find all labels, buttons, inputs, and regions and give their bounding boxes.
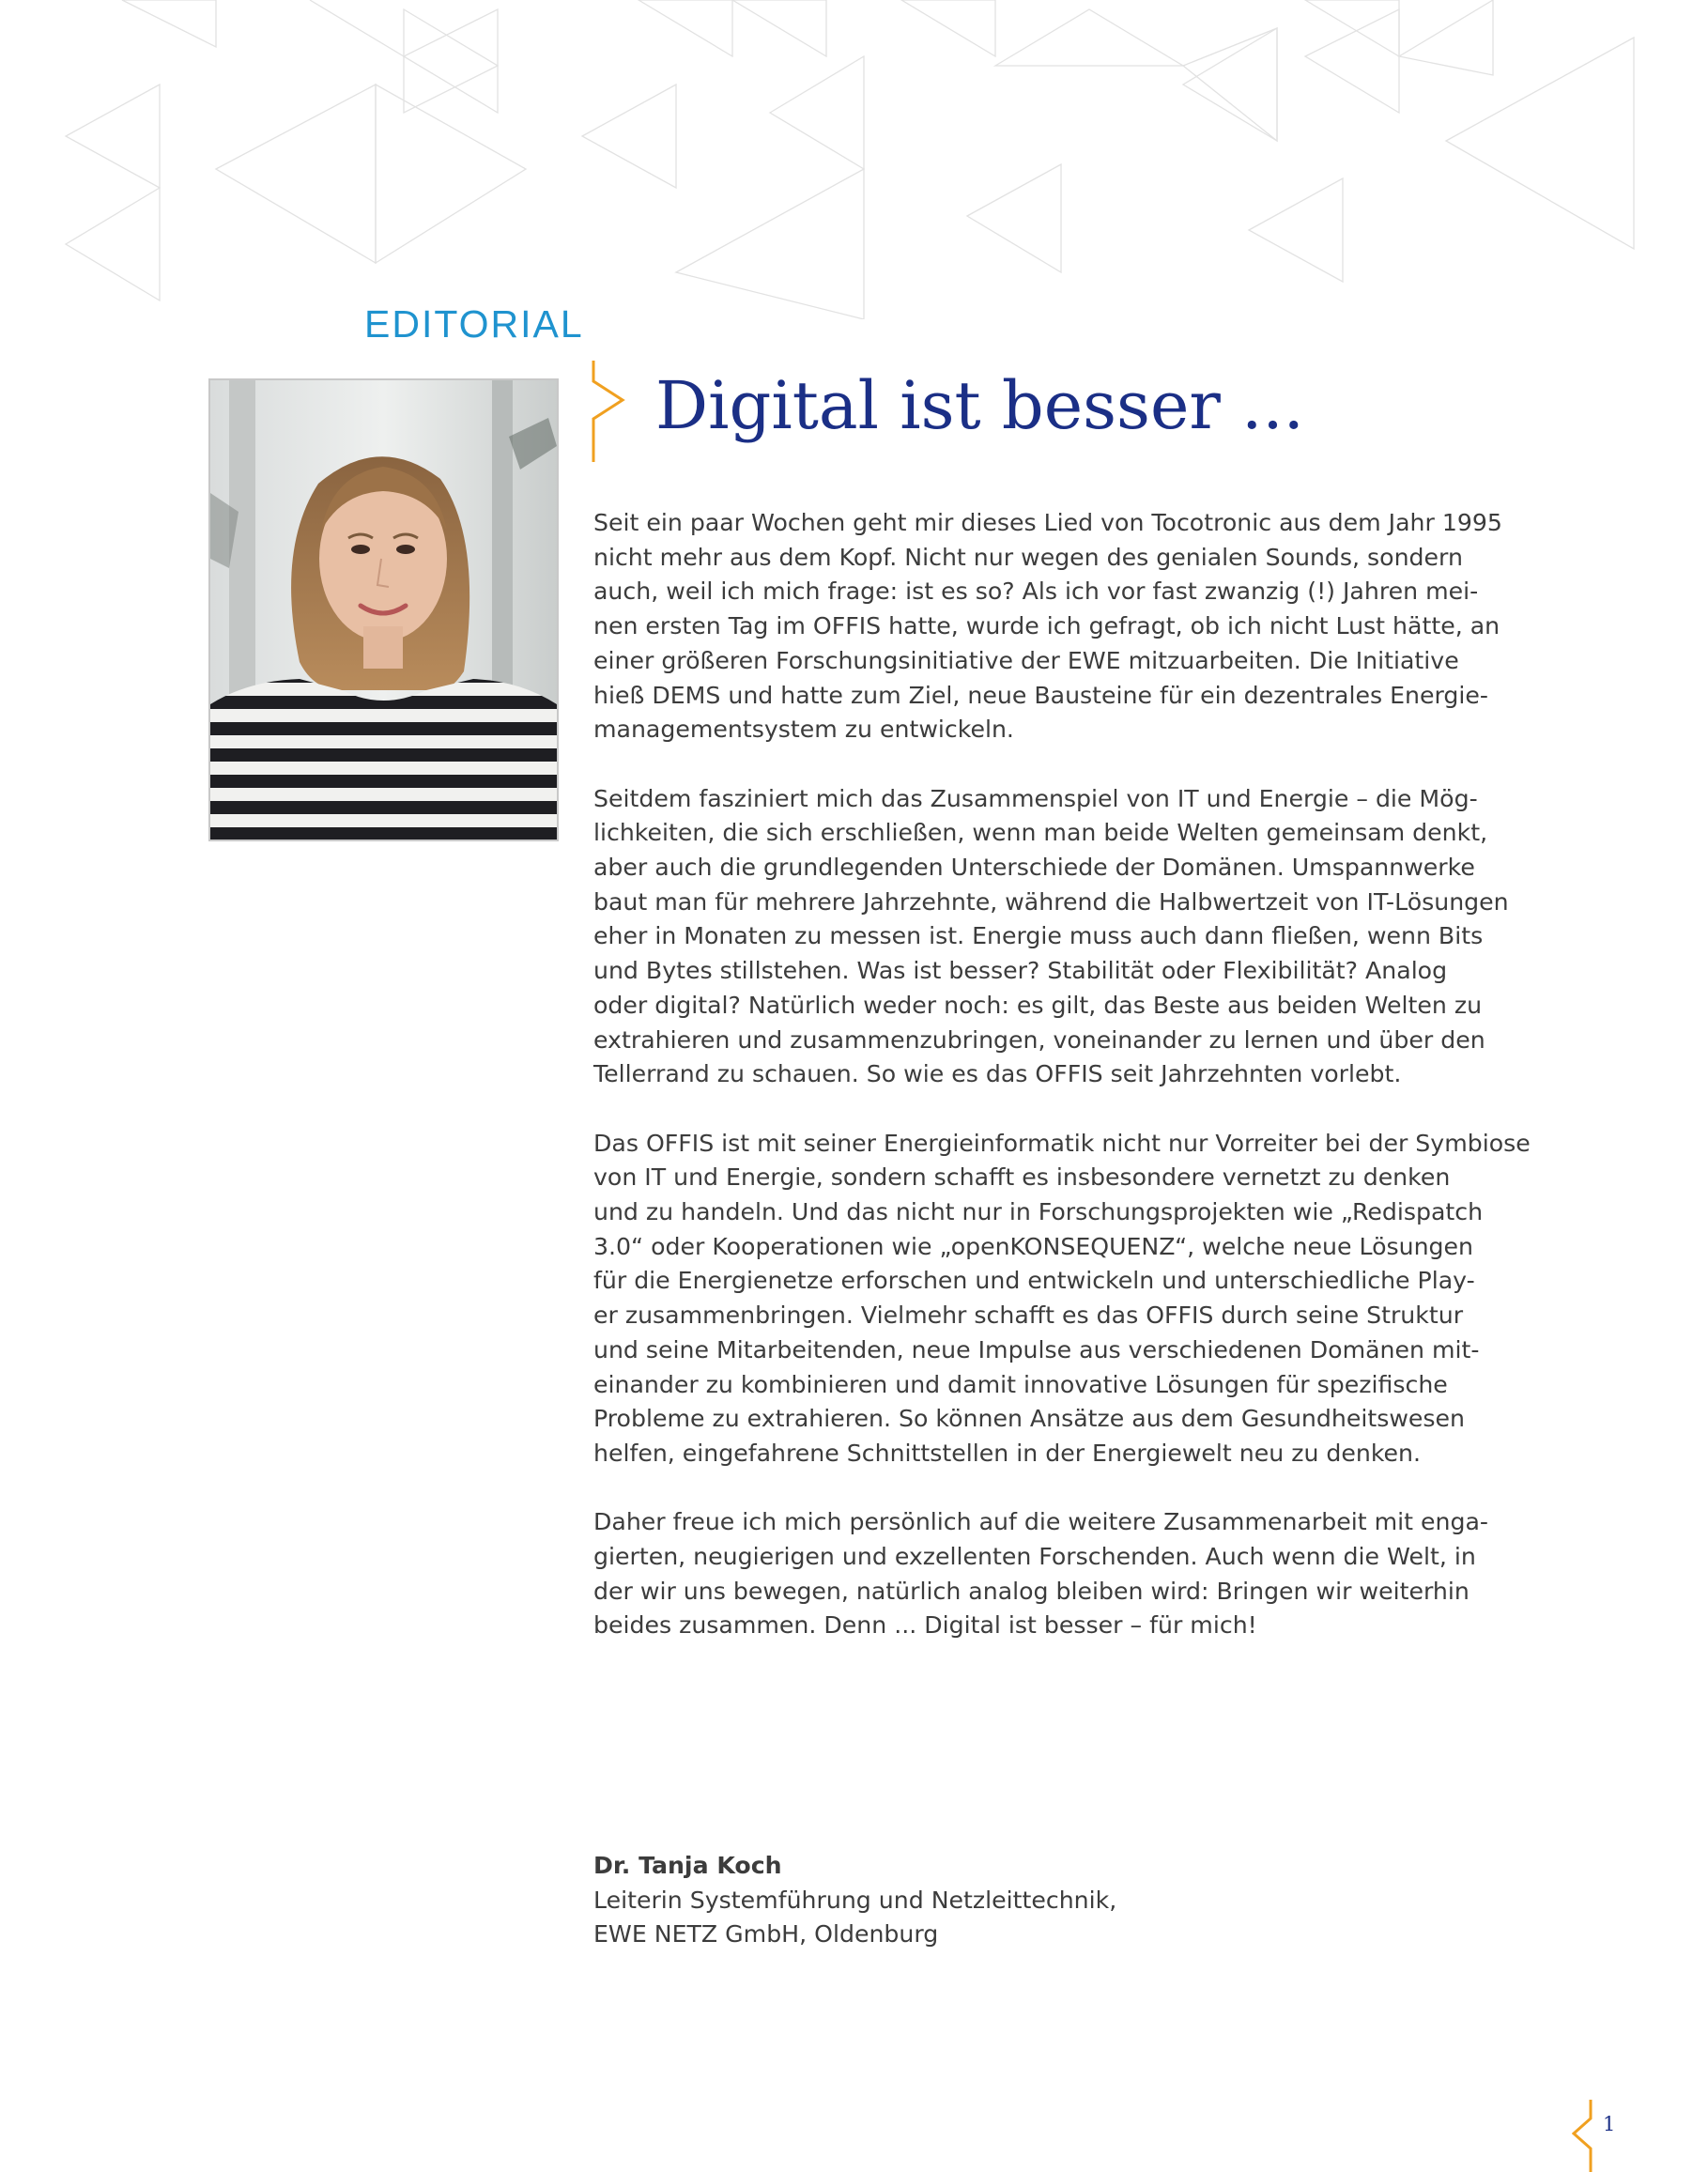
text-line: nicht mehr aus dem Kopf. Nicht nur wegen des genialen Sounds, sondern	[593, 543, 1463, 571]
author-signature	[593, 1849, 1116, 1952]
text-line: eher in Monaten zu messen ist. Energie muss auch dann fließen, wenn Bits	[593, 922, 1484, 950]
text-line: 3.0“ oder Kooperationen wie „openKONSEQUENZ“, welche neue Lösungen	[593, 1232, 1473, 1260]
text-line: baut man für mehrere Jahrzehnte, während die Halbwertzeit von IT-Lösungen	[593, 887, 1509, 916]
text-line: aber auch die grundlegenden Unterschiede der Domänen. Umspannwerke	[593, 854, 1475, 882]
text-line: Das OFFIS ist mit seiner Energieinformatik nicht nur Vorreiter bei der Symbiose	[593, 1129, 1531, 1157]
author-portrait	[208, 378, 559, 841]
text-line: managementsystem zu entwickeln.	[593, 716, 1014, 744]
text-line: Daher freue ich mich persönlich auf die weitere Zusammenarbeit mit enga-	[593, 1508, 1488, 1536]
paragraph	[593, 1505, 1488, 1643]
author-role: Leiterin Systemführung und Netzleittechnik,	[593, 1886, 1117, 1914]
text-line: für die Energienetze erforschen und entwickeln und unterschiedliche Play-	[593, 1267, 1475, 1295]
background-triangle-pattern	[0, 0, 1708, 319]
paragraph	[593, 506, 1502, 747]
bracket-chevron-icon	[592, 361, 625, 462]
text-line: lichkeiten, die sich erschließen, wenn man beide Welten gemeinsam denkt,	[593, 819, 1488, 847]
text-line: Tellerrand zu schauen. So wie es das OFFIS seit Jahrzehnten vorlebt.	[593, 1060, 1402, 1088]
section-label: EDITORIAL	[364, 302, 584, 346]
text-line: und seine Mitarbeitenden, neue Impulse aus verschiedenen Domänen mit-	[593, 1335, 1480, 1363]
text-line: von IT und Energie, sondern schafft es insbesondere vernetzt zu denken	[593, 1163, 1451, 1192]
author-name: Dr. Tanja Koch	[593, 1852, 782, 1879]
article-body	[593, 506, 1531, 1678]
paragraph	[593, 1127, 1531, 1471]
article-title: Digital ist besser ...	[655, 367, 1304, 444]
paragraph	[593, 782, 1509, 1092]
text-line: er zusammenbringen. Vielmehr schafft es das OFFIS durch seine Struktur	[593, 1302, 1464, 1330]
text-line: gierten, neugierigen und exzellenten Forschenden. Auch wenn die Welt, in	[593, 1543, 1476, 1571]
text-line: der wir uns bewegen, natürlich analog bleiben wird: Bringen wir weiterhin	[593, 1577, 1469, 1605]
text-line: Seitdem fasziniert mich das Zusammenspiel von IT und Energie – die Mög-	[593, 784, 1478, 812]
author-organization: EWE NETZ GmbH, Oldenburg	[593, 1920, 939, 1949]
text-line: Probleme zu extrahieren. So können Ansätze aus dem Gesundheitswesen	[593, 1405, 1466, 1433]
text-line: nen ersten Tag im OFFIS hatte, wurde ich gefragt, ob ich nicht Lust hätte, an	[593, 612, 1500, 640]
text-line: einer größeren Forschungsinitiative der EWE mitzuarbeiten. Die Initiative	[593, 646, 1459, 674]
page-number: 1	[1603, 2113, 1616, 2135]
text-line: hieß DEMS und hatte zum Ziel, neue Bausteine für ein dezentrales Energie-	[593, 681, 1488, 709]
text-line: oder digital? Natürlich weder noch: es gilt, das Beste aus beiden Welten zu	[593, 991, 1483, 1019]
text-line: Seit ein paar Wochen geht mir dieses Lied von Tocotronic aus dem Jahr 1995	[593, 509, 1502, 536]
text-line: beides zusammen. Denn ... Digital ist besser – für mich!	[593, 1611, 1257, 1640]
text-line: extrahieren und zusammenzubringen, voneinander zu lernen und über den	[593, 1025, 1485, 1054]
text-line: und zu handeln. Und das nicht nur in Forschungsprojekten wie „Redispatch	[593, 1198, 1484, 1226]
text-line: und Bytes stillstehen. Was ist besser? Stabilität oder Flexibilität? Analog	[593, 957, 1448, 985]
text-line: auch, weil ich mich frage: ist es so? Als ich vor fast zwanzig (!) Jahren mei-	[593, 578, 1479, 606]
text-line: einander zu kombinieren und damit innovative Lösungen für spezifische	[593, 1370, 1448, 1398]
text-line: helfen, eingefahrene Schnittstellen in der Energiewelt neu zu denken.	[593, 1439, 1422, 1467]
bracket-chevron-icon	[1572, 2100, 1594, 2172]
